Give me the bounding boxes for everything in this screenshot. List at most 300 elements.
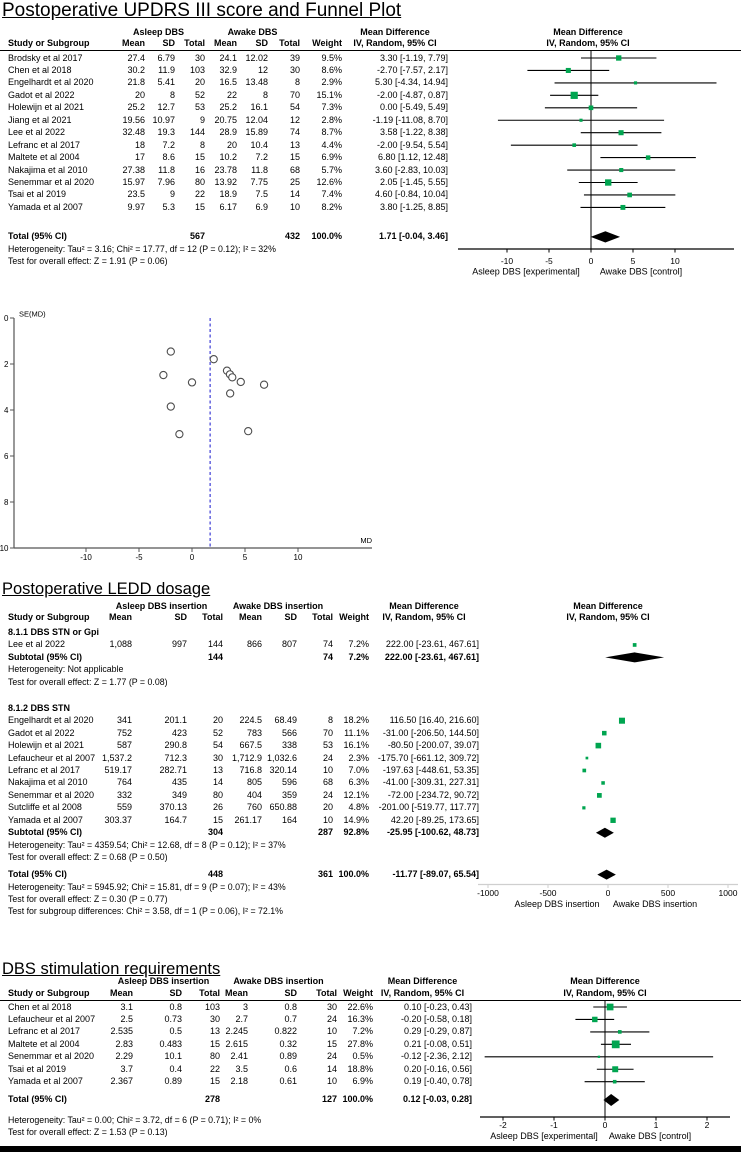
- table-cell: 7.75: [250, 177, 268, 187]
- table-cell: 2.7: [235, 1013, 248, 1024]
- table-cell: [133, 1094, 182, 1105]
- column-header: SD: [169, 987, 182, 998]
- table-cell: 261.17: [234, 814, 262, 825]
- table-cell: 26: [212, 802, 223, 813]
- table-cell: 14: [289, 189, 300, 200]
- table-cell: 278: [204, 1094, 220, 1105]
- table-cell: 27.8%: [347, 1038, 373, 1049]
- table-cell: 290.8: [164, 740, 187, 751]
- table-cell: [100, 869, 132, 880]
- table-cell: 92.8%: [343, 827, 369, 838]
- effect-square: [602, 731, 607, 736]
- table-cell: [132, 869, 187, 880]
- table-cell: 103: [204, 1001, 220, 1012]
- table-cell: [145, 231, 175, 242]
- table-cell: 6.3%: [348, 777, 369, 788]
- x-axis-tick-label: 10: [670, 256, 680, 266]
- effect-square: [646, 155, 650, 159]
- table-header-row: [8, 988, 472, 999]
- table-cell: 0.61: [279, 1076, 297, 1087]
- table-cell: 423: [171, 727, 187, 738]
- table-cell: [223, 869, 262, 880]
- table-cell: 0.89: [164, 1076, 182, 1087]
- table-cell: 2.9%: [321, 77, 342, 88]
- table-cell: 349: [171, 789, 187, 800]
- study-row: [8, 189, 448, 200]
- summary-row: [8, 652, 479, 663]
- effect-square: [612, 1040, 620, 1048]
- table-cell: [248, 1094, 297, 1105]
- table-cell: 0.21 [-0.08, 0.51]: [403, 1038, 472, 1049]
- x-axis-tick-label: -1: [550, 1120, 558, 1130]
- analysis-footnote: Test for overall effect: Z = 0.30 (P = 0.77): [8, 894, 168, 904]
- table-cell: 1,088: [109, 639, 132, 650]
- funnel-point: [176, 431, 183, 438]
- table-cell: 201.1: [164, 715, 187, 726]
- table-cell: 144: [207, 639, 223, 650]
- table-cell: [132, 652, 187, 663]
- table-cell: 103: [189, 64, 205, 75]
- summary-diamond: [596, 828, 614, 838]
- study-row: [8, 77, 448, 88]
- study-row: [8, 65, 448, 76]
- table-cell: 100.0%: [338, 869, 369, 880]
- table-cell: 16.5: [219, 77, 237, 88]
- table-cell: 16.3%: [347, 1013, 373, 1024]
- table-cell: 0.10 [-0.23, 0.43]: [403, 1001, 472, 1012]
- effect-square: [582, 806, 585, 809]
- effect-square: [582, 769, 586, 773]
- column-header: Total: [316, 987, 337, 998]
- table-cell: 3.30 [-1.19, 7.79]: [379, 52, 448, 63]
- x-axis-tick-label: 5: [630, 256, 636, 266]
- table-cell: 0.8: [284, 1001, 297, 1012]
- table-cell: 0.4: [169, 1063, 182, 1074]
- column-header: SD: [255, 37, 268, 48]
- table-cell: 52: [194, 89, 205, 100]
- column-header: SD: [284, 987, 297, 998]
- table-cell: 8: [262, 89, 268, 100]
- table-cell: 7.2%: [348, 639, 369, 650]
- x-axis-tick-label: -5: [545, 256, 553, 266]
- funnel-point: [167, 403, 174, 410]
- x-axis-tick-label: 1000: [718, 888, 738, 898]
- table-cell: 0.12 [-0.03, 0.28]: [402, 1094, 472, 1105]
- funnel-point: [245, 428, 252, 435]
- funnel-point: [223, 367, 230, 374]
- study-row: [8, 753, 479, 764]
- table-cell: -0.12 [-2.36, 2.12]: [400, 1051, 472, 1062]
- table-cell: 3: [242, 1001, 248, 1012]
- table-cell: 5.7%: [321, 164, 342, 175]
- study-name: Nakajima et al 2010: [8, 164, 88, 175]
- study-row: [8, 728, 479, 739]
- table-cell: 32.9: [219, 64, 237, 75]
- table-cell: 712.3: [164, 752, 187, 763]
- table-cell: 404: [246, 789, 262, 800]
- table-cell: 7.4%: [321, 189, 342, 200]
- study-row: [8, 790, 479, 801]
- table-cell: 519.17: [104, 765, 132, 775]
- table-cell: 0.20 [-0.16, 0.56]: [403, 1063, 472, 1074]
- table-cell: 10: [322, 765, 333, 775]
- table-cell: 19.3: [157, 127, 175, 138]
- axis-label-experimental: Asleep DBS [experimental]: [472, 266, 580, 277]
- table-cell: 16.1: [250, 102, 268, 113]
- table-cell: 341: [116, 715, 132, 726]
- table-cell: 2.245: [225, 1026, 248, 1037]
- table-cell: 716.8: [239, 765, 262, 775]
- group-header-right: Awake DBS: [227, 26, 278, 37]
- study-name: Total (95% CI): [8, 869, 67, 880]
- table-cell: 2.41: [230, 1051, 248, 1062]
- column-header: Mean: [108, 612, 132, 622]
- table-cell: 16.1%: [343, 740, 369, 751]
- column-header: Total: [184, 37, 205, 48]
- table-cell: 7.96: [157, 177, 175, 187]
- effect-square: [620, 205, 625, 210]
- table-cell: 18.2%: [343, 715, 369, 726]
- table-cell: -2.00 [-9.54, 5.54]: [376, 139, 448, 150]
- analysis-footnote: Test for subgroup differences: Chi² = 3.58, df = 1 (P = 0.06), I² = 72.1%: [8, 906, 283, 917]
- table-cell: 28.9: [219, 127, 237, 138]
- table-cell: 15: [326, 1038, 337, 1049]
- table-cell: 667.5: [239, 740, 262, 751]
- column-header: IV, Random, 95% CI: [380, 987, 465, 998]
- study-row: [8, 1064, 472, 1075]
- table-cell: 10: [326, 1026, 337, 1037]
- column-header: IV, Random, 95% CI: [382, 612, 466, 622]
- effect-square: [566, 68, 571, 73]
- table-cell: 80: [194, 177, 205, 187]
- table-cell: 9: [199, 114, 205, 125]
- table-cell: 22: [194, 189, 205, 200]
- table-cell: 304: [207, 827, 223, 838]
- table-cell: 0.29 [-0.29, 0.87]: [403, 1026, 472, 1037]
- table-cell: 5.30 [-4.34, 14.94]: [374, 77, 448, 88]
- study-row: [8, 53, 448, 64]
- table-cell: -175.70 [-661.12, 309.72]: [377, 752, 479, 763]
- effect-square: [586, 757, 589, 760]
- table-cell: 2.83: [115, 1038, 133, 1049]
- group-header-md: Mean Difference: [389, 600, 459, 611]
- table-cell: 116.50 [16.40, 216.60]: [389, 715, 479, 726]
- table-cell: 7.0%: [348, 765, 369, 775]
- table-cell: 222.00 [-23.61, 467.61]: [384, 651, 479, 662]
- table-cell: 12: [257, 64, 268, 75]
- analysis-footnote: Heterogeneity: Tau² = 0.00; Chi² = 3.72, df = 6 (P = 0.71); I² = 0%: [8, 1114, 262, 1125]
- effect-square: [605, 179, 611, 185]
- summary-diamond: [603, 1094, 619, 1106]
- study-row: [8, 777, 479, 788]
- table-cell: 68: [322, 777, 333, 788]
- table-cell: -2.70 [-7.57, 2.17]: [376, 64, 448, 75]
- effect-square: [572, 143, 576, 147]
- table-cell: 7.3%: [321, 102, 342, 113]
- table-cell: 70: [322, 727, 333, 738]
- table-cell: 22: [226, 89, 237, 100]
- study-row: [8, 102, 448, 113]
- table-cell: 338: [281, 740, 297, 751]
- effect-square: [571, 92, 578, 99]
- updrs-plot-header-ci: IV, Random, 95% CI: [546, 37, 630, 48]
- table-cell: 15: [209, 1076, 220, 1087]
- study-row: [8, 127, 448, 138]
- study-name: Holewijn et al 2021: [8, 740, 85, 751]
- study-name: Tsai et al 2019: [8, 1063, 67, 1074]
- table-cell: 127: [321, 1094, 337, 1105]
- effect-square: [618, 1030, 622, 1034]
- table-cell: 760: [246, 802, 262, 813]
- table-cell: 15: [209, 1038, 220, 1049]
- table-cell: 20: [134, 89, 145, 100]
- table-cell: 144: [189, 127, 205, 138]
- effect-square: [592, 1017, 597, 1022]
- study-row: [8, 802, 479, 813]
- table-cell: 6.9: [255, 201, 268, 212]
- table-cell: 8: [294, 77, 300, 88]
- table-cell: 30.2: [127, 64, 145, 75]
- table-cell: 650.88: [269, 802, 297, 813]
- table-cell: 4.60 [-0.84, 10.04]: [374, 189, 448, 200]
- table-cell: 15.97: [122, 177, 145, 187]
- study-name: Lefranc et al 2017: [8, 139, 81, 150]
- table-cell: 2.5: [120, 1013, 133, 1024]
- study-name: Lee et al 2022: [8, 127, 66, 138]
- table-cell: 2.18: [230, 1076, 248, 1087]
- funnel-point: [167, 348, 174, 355]
- table-cell: 1.71 [-0.04, 3.46]: [378, 231, 448, 242]
- table-cell: 752: [116, 727, 132, 738]
- study-name: Lefranc et al 2017: [8, 1026, 81, 1037]
- table-cell: 25.2: [219, 102, 237, 113]
- table-cell: 4.4%: [321, 139, 342, 150]
- table-header-row: [8, 38, 448, 49]
- study-name: Sutcliffe et al 2008: [8, 802, 82, 813]
- table-cell: 12: [289, 114, 300, 125]
- study-name: Gadot et al 2022: [8, 89, 75, 100]
- table-cell: 32.48: [122, 127, 145, 138]
- table-cell: 20.75: [214, 114, 237, 125]
- table-cell: 20: [322, 802, 333, 813]
- summary-row: [8, 827, 479, 838]
- table-cell: 11.9: [158, 64, 175, 75]
- funnel-point: [160, 371, 167, 378]
- table-cell: 100.0%: [342, 1094, 373, 1105]
- table-cell: [262, 652, 297, 663]
- table-cell: 287: [317, 827, 333, 838]
- effect-square: [613, 1080, 617, 1084]
- table-cell: 30: [326, 1001, 337, 1012]
- study-row: [8, 765, 479, 776]
- table-cell: 7.2: [255, 152, 268, 163]
- table-cell: 361: [317, 869, 333, 880]
- subgroup-label: 8.1.1 DBS STN or Gpi: [8, 627, 100, 637]
- x-axis-tick-label: 0: [588, 256, 594, 266]
- effect-square: [597, 793, 602, 798]
- table-cell: -201.00 [-519.77, 117.77]: [378, 802, 479, 813]
- axis-label-control: Awake DBS insertion: [612, 899, 698, 909]
- funnel-y-tick-label: 6: [4, 451, 9, 461]
- table-cell: 13.48: [245, 77, 268, 88]
- table-cell: 24: [326, 1013, 337, 1024]
- analysis-footnote: Test for overall effect: Z = 1.77 (P = 0.08): [8, 676, 168, 687]
- table-cell: 783: [246, 727, 262, 738]
- column-header: SD: [174, 612, 187, 622]
- table-cell: 30: [209, 1013, 220, 1024]
- table-cell: 21.8: [127, 77, 145, 88]
- table-cell: 6.9%: [352, 1076, 373, 1087]
- table-cell: -11.77 [-89.07, 65.54]: [392, 869, 479, 880]
- table-cell: 6.9%: [321, 152, 342, 163]
- table-cell: 100.0%: [311, 231, 342, 242]
- table-cell: 0.73: [164, 1013, 182, 1024]
- table-cell: 19.56: [122, 114, 145, 125]
- study-name: Yamada et al 2007: [8, 1076, 83, 1087]
- ledd-plot-header-ci: IV, Random, 95% CI: [566, 612, 650, 622]
- column-header: Study or Subgroup: [8, 987, 90, 998]
- table-cell: 27.4: [127, 52, 145, 63]
- stim-plot-header-md: Mean Difference: [570, 976, 640, 986]
- column-header: Total: [312, 612, 333, 622]
- x-axis-tick-label: 1: [653, 1120, 659, 1130]
- funnel-x-tick-label: -5: [135, 553, 143, 562]
- table-cell: 0.483: [159, 1038, 182, 1049]
- table-cell: 10.2: [219, 152, 237, 163]
- column-header: Mean: [213, 37, 237, 48]
- table-cell: 15: [194, 201, 205, 212]
- table-cell: 5.3: [162, 201, 175, 212]
- table-cell: 12.04: [245, 114, 268, 125]
- table-cell: 53: [194, 102, 205, 113]
- funnel-x-tick-label: 0: [189, 553, 195, 562]
- section-title-ledd: Postoperative LEDD dosage: [2, 580, 211, 598]
- study-name: Subtotal (95% CI): [8, 827, 83, 838]
- table-cell: 8: [199, 139, 205, 150]
- table-cell: 54: [212, 740, 223, 751]
- table-cell: 435: [171, 777, 187, 788]
- table-cell: 764: [116, 777, 132, 788]
- x-axis-tick-label: 500: [660, 888, 676, 898]
- study-name: Senemmar et al 2020: [8, 177, 95, 187]
- study-row: [8, 90, 448, 101]
- x-axis-tick-label: 0: [602, 1120, 608, 1130]
- effect-square: [610, 818, 615, 823]
- group-header-md: Mean Difference: [387, 976, 458, 986]
- funnel-point: [210, 356, 217, 363]
- table-cell: -1.19 [-11.08, 8.70]: [372, 114, 448, 125]
- table-cell: 567: [189, 231, 205, 242]
- effect-square: [607, 1004, 614, 1011]
- column-header: Total: [199, 987, 220, 998]
- section-title-updrs: Postoperative UPDRS III score and Funnel Plot: [2, 0, 402, 21]
- study-name: Tsai et al 2019: [8, 189, 67, 200]
- table-cell: 15.89: [245, 127, 268, 138]
- table-cell: -25.95 [-100.62, 48.73]: [386, 827, 479, 838]
- table-cell: 6.17: [219, 201, 237, 212]
- table-cell: 448: [207, 869, 223, 880]
- table-cell: 359: [281, 789, 297, 800]
- table-cell: 5.41: [157, 77, 175, 88]
- effect-square: [612, 1066, 618, 1072]
- column-header: SD: [284, 612, 297, 622]
- table-cell: 0.32: [279, 1038, 297, 1049]
- column-header: Mean: [224, 987, 248, 998]
- study-row: [8, 1039, 472, 1050]
- summary-row: [8, 231, 448, 242]
- subgroup-label: 8.1.2 DBS STN: [8, 702, 71, 713]
- table-cell: 30: [194, 52, 205, 63]
- table-cell: 1,032.6: [266, 752, 297, 763]
- study-row: [8, 1076, 472, 1087]
- analysis-footnote: Heterogeneity: Tau² = 5945.92; Chi² = 15.81, df = 9 (P = 0.07); I² = 43%: [8, 881, 286, 892]
- table-cell: 2.367: [110, 1076, 133, 1087]
- table-cell: 22: [209, 1063, 220, 1074]
- study-name: Yamada et al 2007: [8, 814, 83, 825]
- table-cell: 0.5%: [352, 1051, 373, 1062]
- study-name: Senemmar et al 2020: [8, 789, 95, 800]
- table-cell: 18.8%: [347, 1063, 373, 1074]
- column-header: Total: [202, 612, 223, 622]
- table-cell: 25: [289, 177, 300, 187]
- table-cell: 54: [289, 102, 300, 113]
- table-cell: 282.71: [159, 765, 187, 775]
- table-cell: 4.8%: [348, 802, 369, 813]
- table-header-row: [8, 612, 479, 623]
- study-name: Lefranc et al 2017: [8, 765, 81, 775]
- column-header: SD: [162, 37, 175, 48]
- table-cell: 6.79: [157, 52, 175, 63]
- table-cell: 1,537.2: [101, 752, 132, 763]
- x-axis-tick-label: 0: [605, 888, 611, 898]
- table-cell: 222.00 [-23.61, 467.61]: [385, 639, 479, 650]
- table-cell: 20: [226, 139, 237, 150]
- table-cell: 2.8%: [321, 114, 342, 125]
- table-cell: 303.37: [104, 814, 132, 825]
- table-cell: 74: [322, 651, 333, 662]
- funnel-point: [226, 371, 233, 378]
- table-cell: 10: [326, 1076, 337, 1087]
- table-cell: -31.00 [-206.50, 144.50]: [382, 727, 479, 738]
- figure-bottom-border: [0, 1146, 741, 1152]
- x-axis-tick-label: 2: [704, 1120, 710, 1130]
- table-cell: 13: [289, 139, 300, 150]
- group-header-right: Awake DBS insertion: [232, 600, 324, 611]
- table-cell: 566: [281, 727, 297, 738]
- table-cell: 13: [212, 765, 223, 775]
- column-header: IV, Random, 95% CI: [353, 37, 437, 48]
- table-cell: 1,712.9: [231, 752, 262, 763]
- effect-square: [634, 81, 637, 84]
- section-title-stimulation: DBS stimulation requirements: [2, 960, 221, 978]
- table-cell: -197.63 [-448.61, 53.35]: [382, 765, 479, 775]
- study-name: Senemmar et al 2020: [8, 1051, 95, 1062]
- table-cell: 15: [289, 152, 300, 163]
- table-cell: 10.4: [250, 139, 268, 150]
- funnel-y-tick-label: 2: [4, 359, 9, 369]
- table-cell: 30: [212, 752, 223, 763]
- table-cell: 144: [207, 651, 223, 662]
- table-cell: 3.80 [-1.25, 8.85]: [379, 201, 448, 212]
- table-cell: 22.6%: [347, 1001, 373, 1012]
- effect-square: [619, 718, 625, 724]
- header-rule: [0, 50, 741, 52]
- table-cell: 0.6: [284, 1063, 297, 1074]
- effect-square: [579, 119, 582, 122]
- table-cell: 18.9: [219, 189, 237, 200]
- table-cell: 10.97: [152, 114, 175, 125]
- table-cell: 14: [326, 1063, 337, 1074]
